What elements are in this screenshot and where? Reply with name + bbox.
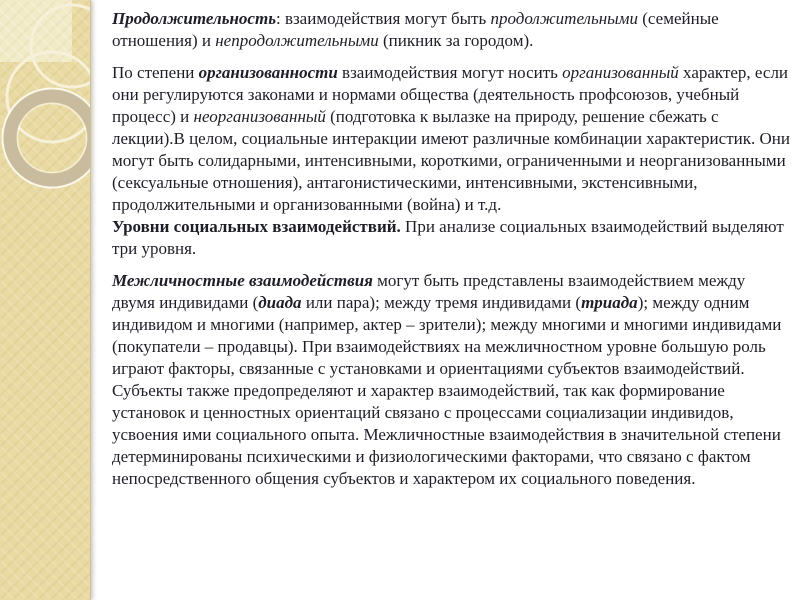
text-run: (семейные отношения) и [112,9,719,50]
slide-text [112,8,790,490]
text-run: организованности [198,63,338,82]
text-run: продолжительными [490,9,639,28]
decorative-circles [0,0,90,600]
text-run: триада [581,293,638,312]
text-run: организованный [562,63,679,82]
paragraph-organization [112,62,790,216]
text-run: или пара); между тремя индивидами ( [301,293,582,312]
text-run: непродолжительными [215,31,379,50]
text-run: взаимодействия могут носить [337,63,563,82]
text-run: Продолжительность [112,9,276,28]
text-run: : взаимодействия могут быть [275,9,491,28]
text-run: характер, если они регулируются законами и нормами общества (деятельность профсоюзов, учебный процесс) и [112,63,789,126]
text-run: ); между одним индивидом и многими (например, актер – зрители); между многими и многими индивидами (покупатели – продавцы). При взаимодействиях на межличностном уровне большую роль играют факторы, связанные с установками и ориентациями субъектов взаимодействий. Субъекты также предопределяют и характер взаимодействий, так как формирование установок и ценностных ориентаций связано с процессами социализации индивидов, усвоения ими социального опыта. Межличностные взаимодействия в значительной степени детерминированы психическими и физиологическими факторами, что связано с фактом непосредственного общения субъектов и характером их социального поведения. [112,293,782,488]
text-run: неорганизованный [193,107,326,126]
text-run: диада [258,293,302,312]
thick-ring [10,96,90,180]
text-run: По степени [112,63,199,82]
paragraph-levels [112,216,790,260]
text-run: могут быть представлены взаимодействием между двумя индивидами ( [112,271,746,312]
text-run: Уровни социальных взаимодействий. [112,217,401,236]
thin-circle-top [31,5,90,87]
text-run: При анализе социальных взаимодействий выделяют три уровня. [112,217,784,258]
text-run: (пикник за городом). [378,31,534,50]
text-run: Межличностные взаимодействия [112,271,373,290]
ring-inner-highlight [18,104,87,173]
paragraph-interpersonal [112,270,790,490]
text-run: (подготовка к вылазке на природу, решение сбежать с лекции).В целом, социальные интеракции имеют различные комбинации характеристик. Они могут быть солидарными, интенсивными, короткими, ограниченными и неорганизованными (сексуальные отношения), антагонистическими, интенсивными, экстенсивными, продолжительными и организованными (война) и т.д. [112,107,790,214]
paragraph-duration [112,8,790,52]
sidebar-decoration [0,0,91,600]
